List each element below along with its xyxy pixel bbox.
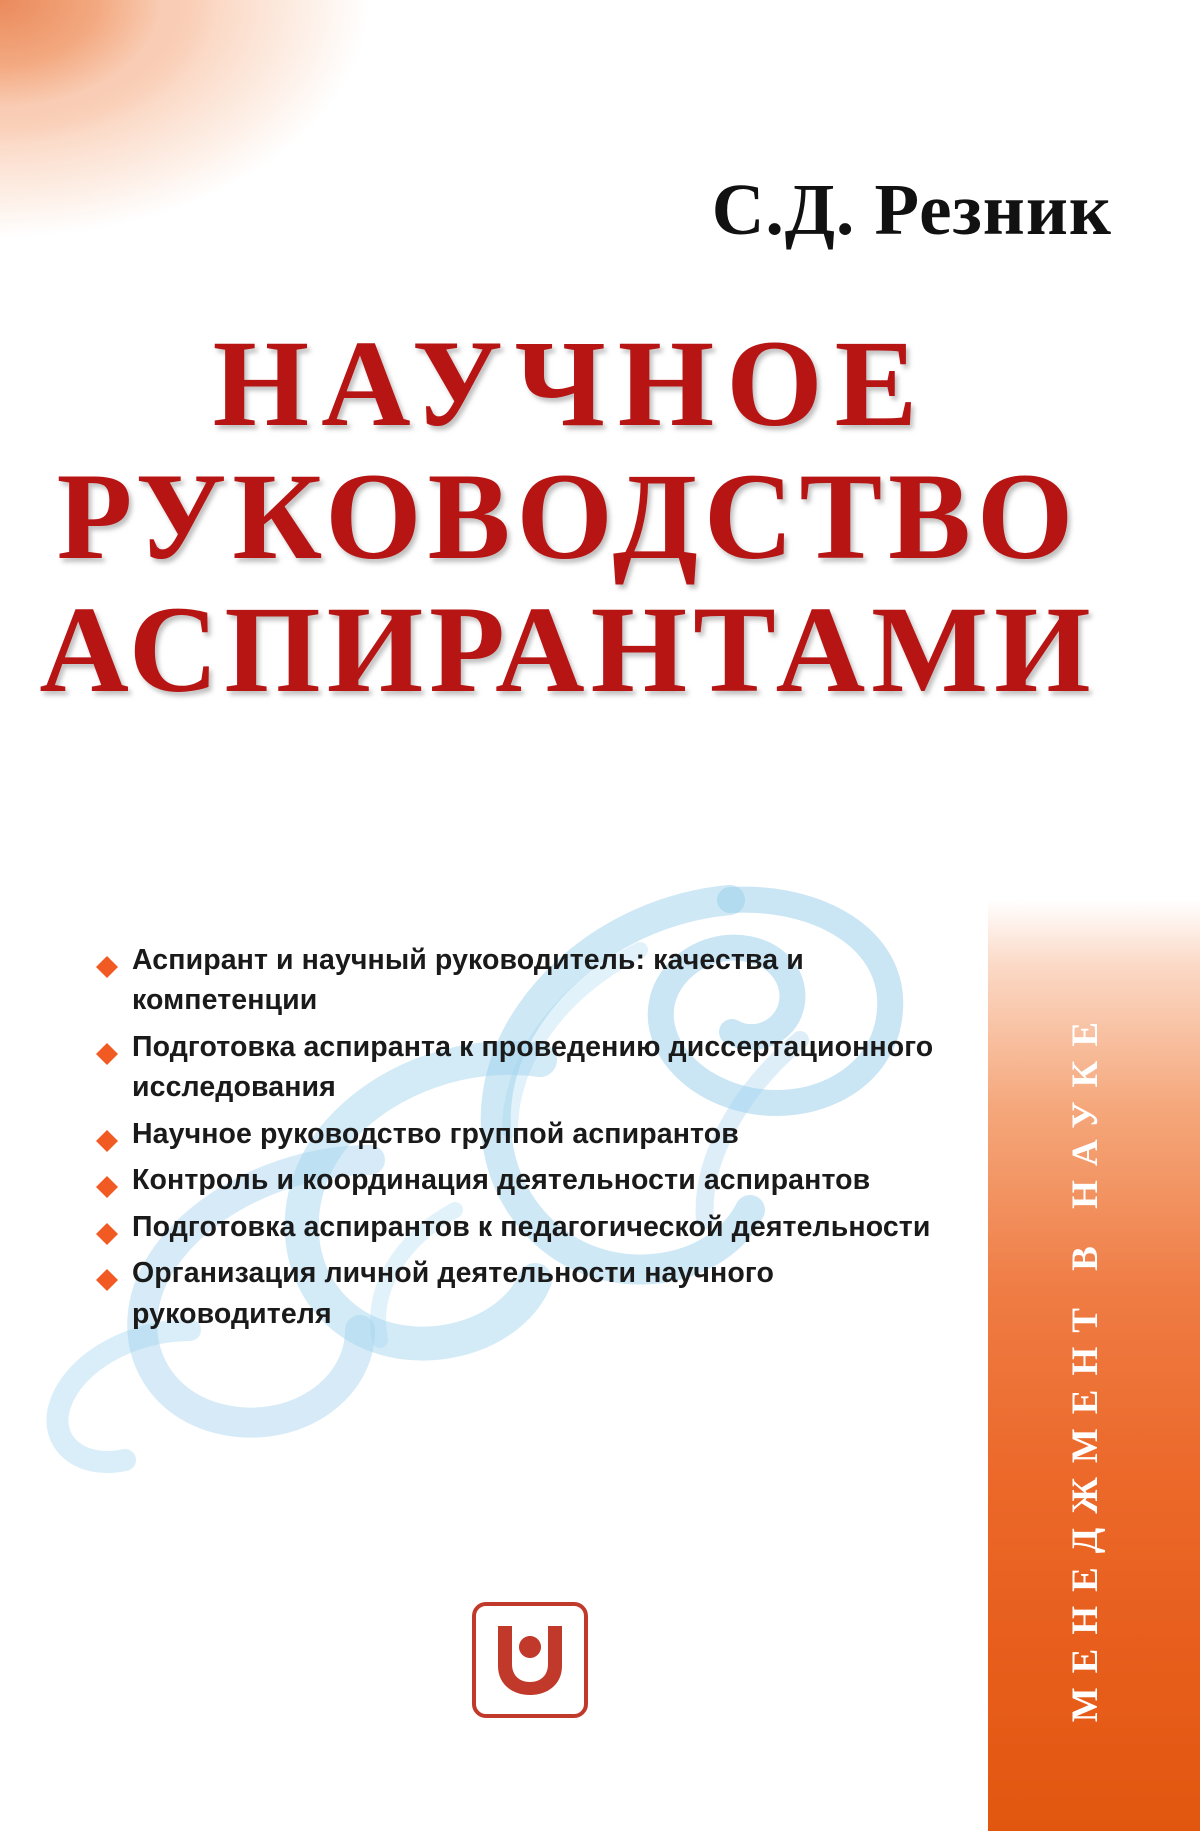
publisher-logo [472,1602,588,1718]
title-line-2: РУКОВОДСТВО [56,447,1080,585]
diamond-bullet-icon [96,1119,118,1141]
list-item [96,1027,936,1108]
infra-m-logo-icon [488,1618,572,1702]
series-label-wrapper [988,900,1200,1831]
list-item [96,940,936,1021]
list-item [96,1114,936,1154]
book-title [0,315,1130,718]
list-item [96,1253,936,1334]
list-item-label: Аспирант и научный руководитель: качества и компетенции [132,944,804,1017]
corner-gradient-decoration [0,0,430,300]
diamond-bullet-icon [96,1258,118,1280]
diamond-bullet-icon [96,1165,118,1187]
corner-gradient-inner-decoration [0,0,250,170]
diamond-bullet-icon [96,945,118,967]
author-name: С.Д. Резник [711,169,1112,250]
list-item-label: Научное руководство группой аспирантов [132,1117,739,1150]
list-item-label: Организация личной деятельности научного руководителя [132,1257,774,1330]
list-item [96,1160,936,1200]
list-item [96,1207,936,1247]
diamond-bullet-icon [96,1212,118,1234]
title-line-3: АСПИРАНТАМИ [39,580,1097,718]
feature-list [96,940,936,1340]
list-item-label: Подготовка аспирантов к педагогической деятельности [132,1210,931,1243]
list-item-label: Подготовка аспиранта к проведению диссертационного исследования [132,1030,934,1104]
series-label: МЕНЕДЖМЕНТ В НАУКЕ [1064,1008,1106,1723]
diamond-bullet-icon [96,1032,118,1054]
title-line-1: НАУЧНОЕ [212,315,930,452]
list-item-label: Контроль и координация деятельности аспирантов [132,1164,871,1197]
